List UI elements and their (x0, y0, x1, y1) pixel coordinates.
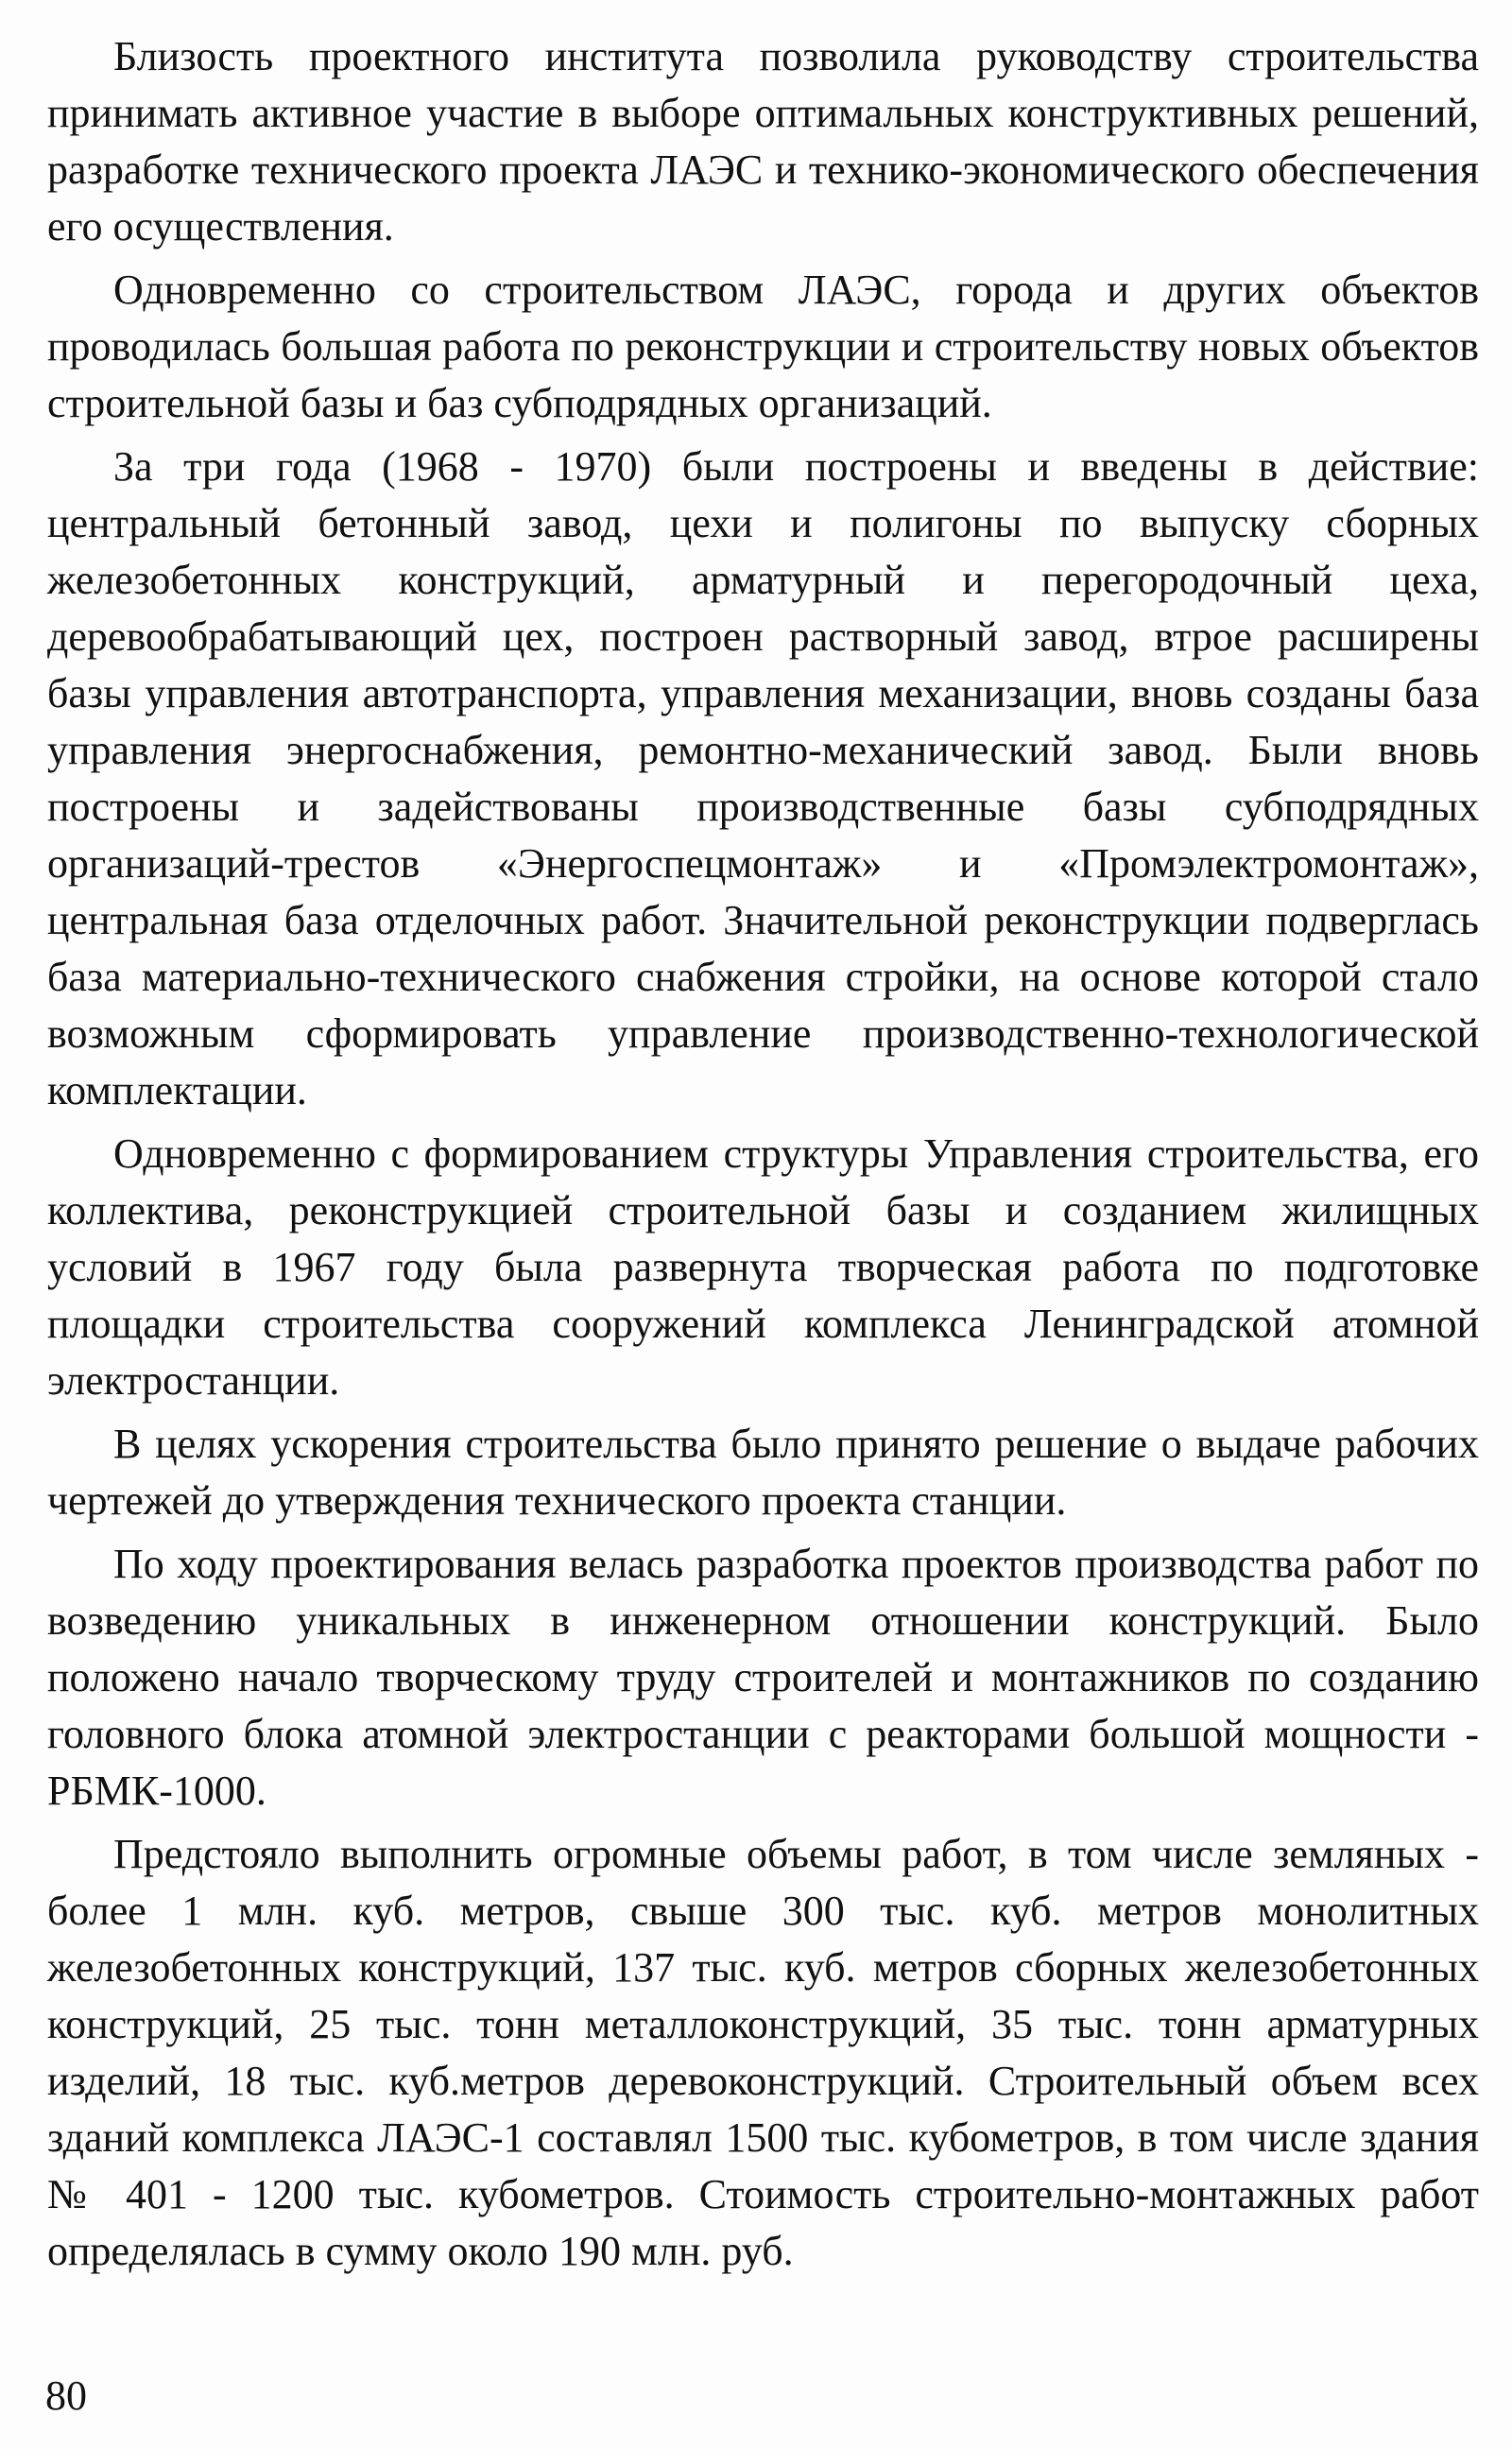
paragraph-1: Близость проектного института позволила руководству строительства принимать активное участие в выборе оптимальных конструктивных решений, разработке технического проекта ЛАЭС и технико-экономического обеспечения его осуществления. (47, 33, 1479, 250)
paragraph-3: За три года (1968 - 1970) были построены и введены в действие: центральный бетонный завод, цехи и полигоны по выпуску сборных железобетонных конструкций, арматурный и перегородочный цеха, деревообрабатывающий цех, построен растворный завод, втрое расширены базы управления автотранспорта, управления механизации, вновь созданы база управления энергоснабжения, ремонтно-механический завод. Были вновь построены и задействованы производственные базы субподрядных организаций-трестов «Энергоспецмонтаж» и «Промэлектромонтаж», центральная база отделочных работ. Значительной реконструкции подверглась база материально-технического снабжения стройки, на основе которой стало возможным сформировать управление производственно-технологической комплектации. (47, 443, 1479, 1113)
page-number: 80 (45, 2372, 87, 2419)
body-text (47, 28, 1479, 2286)
paragraph-2: Одновременно со строительством ЛАЭС, города и других объектов проводилась большая работа по реконструкции и строительству новых объектов строительной базы и баз субподрядных организаций. (47, 267, 1479, 426)
paragraph-6: По ходу проектирования велась разработка проектов производства работ по возведению уникальных в инженерном отношении конструкций. Было положено начало творческому труду строителей и монтажников по созданию головного блока атомной электростанции с реакторами большой мощности - РБМК-1000. (47, 1541, 1479, 1814)
paragraph-7: Предстояло выполнить огромные объемы работ, в том числе земляных - более 1 млн. куб. метров, свыше 300 тыс. куб. метров монолитных железобетонных конструкций, 137 тыс. куб. метров сборных железобетонных конструкций, 25 тыс. тонн металлоконструкций, 35 тыс. тонн арматурных изделий, 18 тыс. куб.метров деревоконструкций. Строительный объем всех зданий комплекса ЛАЭС-1 составлял 1500 тыс. кубометров, в том числе здания № 401 - 1200 тыс. кубометров. Стоимость строительно-монтажных работ определялась в сумму около 190 млн. руб. (47, 1831, 1479, 2274)
paragraph-5: В целях ускорения строительства было принято решение о выдаче рабочих чертежей до утверждения технического проекта станции. (47, 1421, 1479, 1524)
paragraph-4: Одновременно с формированием структуры Управления строительства, его коллектива, реконструкцией строительной базы и созданием жилищных условий в 1967 году была развернута творческая работа по подготовке площадки строительства сооружений комплекса Ленинградской атомной электростанции. (47, 1130, 1479, 1404)
